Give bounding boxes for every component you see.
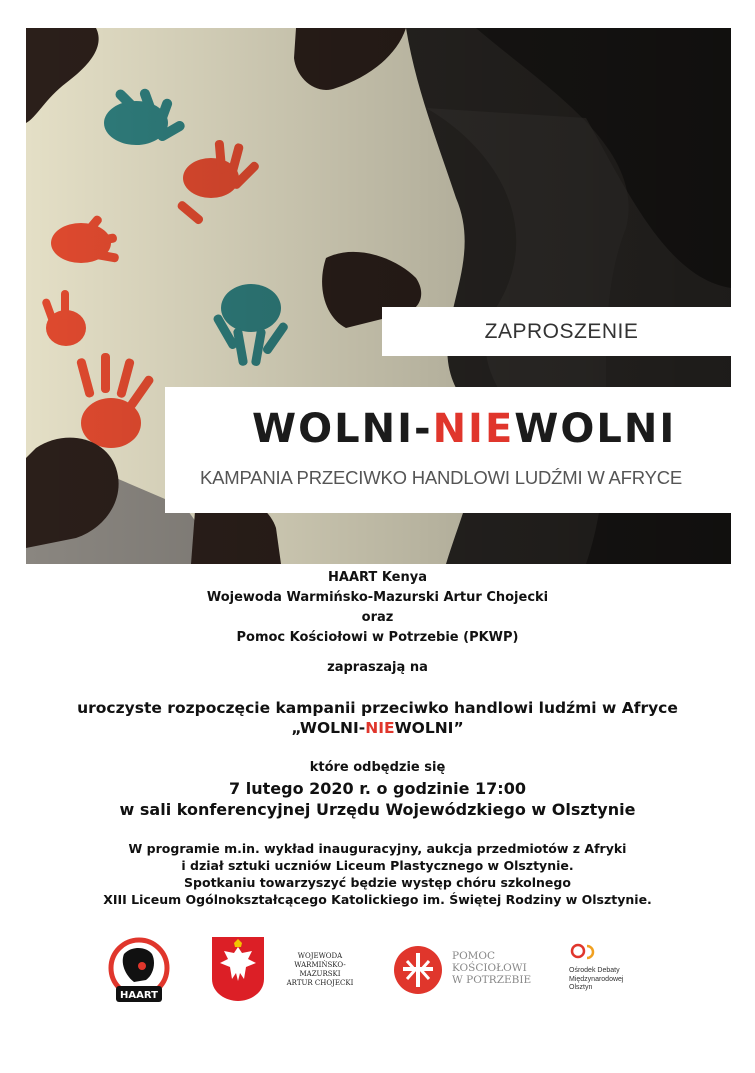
wojewoda-line-3: ARTUR CHOJECKI xyxy=(286,979,354,987)
title-part-wolni-2: WOLNI xyxy=(514,406,677,452)
wojewoda-logo-text xyxy=(274,952,366,988)
program-line-2: i dział sztuki uczniów Liceum Plastycznego w Olsztynie. xyxy=(181,858,574,873)
invite-text: zapraszają na xyxy=(327,660,428,675)
wojewoda-line-1: WOJEWODA xyxy=(297,952,343,960)
event-quote-red: NIE xyxy=(365,719,395,737)
haart-logo xyxy=(106,934,172,1006)
details-intro: które odbędzie się xyxy=(309,760,446,775)
program-block xyxy=(0,840,755,908)
odm-line-2: Międzynarodowej xyxy=(569,975,624,983)
title-part-wolni: WOLNI- xyxy=(252,406,433,452)
polish-eagle-emblem xyxy=(210,935,266,1003)
organizer-oraz: oraz xyxy=(361,610,394,625)
odm-logo-text xyxy=(569,967,649,993)
pkwp-logo-text xyxy=(452,950,562,986)
title-part-nie: NIE xyxy=(432,406,515,452)
partner-logos xyxy=(0,930,755,1010)
invitation-label: ZAPROSZENIE xyxy=(484,319,639,343)
event-block xyxy=(0,698,755,738)
event-place: w sali konferencyjnej Urzędu Wojewódzkiego w Olsztynie xyxy=(119,800,636,819)
event-campaign-name xyxy=(0,718,755,738)
hero-photo xyxy=(26,28,731,564)
event-quote-open: „WOLNI- xyxy=(291,719,366,737)
pkwp-logo xyxy=(393,945,443,995)
pkwp-line-2: KOŚCIOŁOWI xyxy=(452,962,527,974)
pkwp-line-1: POMOC xyxy=(452,950,496,962)
program-line-1: W programie m.in. wykład inauguracyjny, aukcja przedmiotów z Afryki xyxy=(128,841,627,856)
organizers-block xyxy=(0,568,755,648)
organizer-haart: HAART Kenya xyxy=(328,570,427,585)
event-quote-close: WOLNI” xyxy=(394,719,464,737)
odm-line-1: Ośrodek Debaty xyxy=(569,967,620,974)
wojewoda-line-2: WARMIŃSKO-MAZURSKI xyxy=(294,961,346,978)
campaign-title xyxy=(252,406,676,452)
odm-line-3: Olsztyn xyxy=(569,984,593,991)
invitation-banner xyxy=(382,307,731,356)
campaign-subtitle: KAMPANIA PRZECIWKO HANDLOWI LUDŹMI W AFRYCE xyxy=(200,467,683,488)
odm-logo-mark xyxy=(569,942,599,964)
pkwp-line-3: W POTRZEBIE xyxy=(452,974,532,986)
organizer-pkwp: Pomoc Kościołowi w Potrzebie (PKWP) xyxy=(236,630,519,645)
haart-label: HAART xyxy=(120,990,158,1001)
event-date: 7 lutego 2020 r. o godzinie 17:00 xyxy=(229,779,526,798)
organizer-wojewoda: Wojewoda Warmińsko-Mazurski Artur Chojecki xyxy=(206,590,549,605)
program-line-3: Spotkaniu towarzyszyć będzie występ chóru szkolnego xyxy=(184,875,571,890)
event-description: uroczyste rozpoczęcie kampanii przeciwko handlowi ludźmi w Afryce xyxy=(77,699,678,717)
program-line-4: XIII Liceum Ogólnokształcącego Katolickiego im. Świętej Rodziny w Olsztynie. xyxy=(103,892,652,907)
campaign-banner xyxy=(165,387,731,513)
